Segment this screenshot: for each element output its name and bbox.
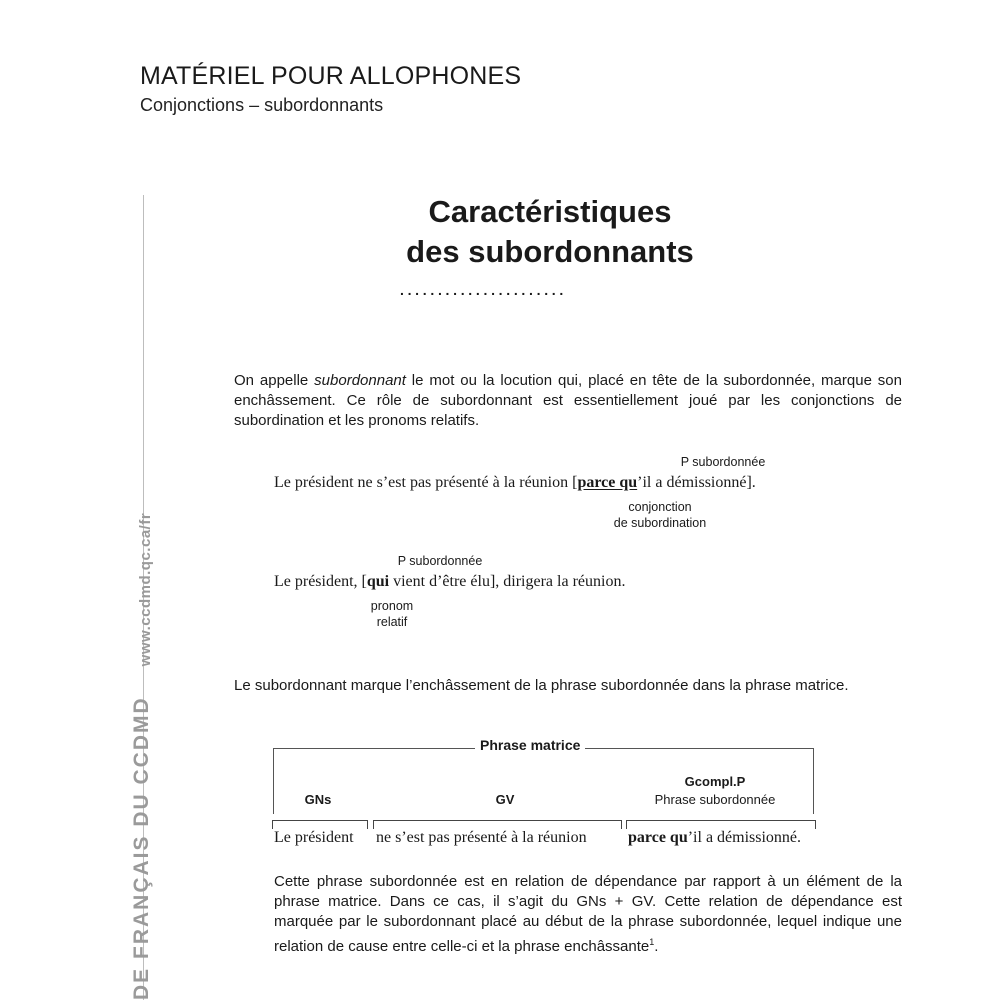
intro-text-start: On appelle	[234, 372, 315, 389]
diagram-seg-gcompl-keyword: parce qu	[628, 829, 688, 846]
example2-keyword: qui	[366, 573, 390, 590]
example2-label-bottom-line2: relatif	[376, 615, 408, 629]
diagram-seg-gns: Le président	[274, 829, 354, 846]
title-dotted-rule: ......................	[400, 282, 567, 298]
example1-keyword: parce qu	[577, 474, 638, 491]
example1-label-bottom	[595, 499, 725, 531]
example1-label-bottom-line2: de subordination	[613, 516, 707, 530]
diagram-seg-gcompl-rest: ’il a démissionné.	[687, 829, 802, 846]
page-title-line1: Caractéristiques	[428, 194, 672, 229]
example2-before: Le président, [	[274, 573, 367, 590]
paragraph-dependance	[274, 872, 902, 957]
paragraph-dependance-end: .	[654, 938, 659, 955]
intro-paragraph	[234, 371, 902, 431]
footnote-marker: 1	[649, 937, 655, 947]
example2-label-bottom-line1: pronom	[370, 599, 414, 613]
paragraph-enchassement: Le subordonnant marque l’enchâssement de la phrase subordonnée dans la phrase matrice.	[234, 677, 849, 694]
example1-label-bottom-line1: conjonction	[628, 500, 692, 514]
diagram-right-line	[813, 748, 814, 814]
example2-after: vient d’être élu], dirigera la réunion.	[389, 573, 626, 590]
diagram-bracket-gcompl	[626, 820, 816, 829]
intro-text-end: le mot ou la locution qui, placé en tête de la subordonnée, marque son enchâssement. Ce rôle de subordonnant est essentiellement joué par les conjonctions de subordination et les pronoms relatifs.	[234, 372, 902, 429]
diagram-seg-gcompl	[628, 829, 801, 847]
diagram-col-gcompl-title: Gcompl.P	[684, 774, 746, 789]
example1-label-top: P subordonnée	[680, 455, 766, 469]
example1-sentence	[274, 474, 756, 492]
diagram-bracket-gv	[373, 820, 622, 829]
diagram-bracket-gns	[272, 820, 368, 829]
sidebar-url: www.ccdmd.qc.ca/fr	[137, 512, 154, 667]
example2-sentence	[274, 573, 625, 591]
diagram-col-gv: GV	[495, 792, 515, 807]
header-title: MATÉRIEL POUR ALLOPHONES	[140, 62, 522, 90]
diagram-col-gcompl-sub: Phrase subordonnée	[654, 792, 776, 807]
example2-label-bottom	[352, 598, 432, 630]
diagram-col-gns: GNs	[304, 792, 332, 807]
diagram-left-line	[273, 748, 274, 814]
example1-before: Le président ne s’est pas présenté à la réunion [	[274, 474, 578, 491]
diagram-seg-gv: ne s’est pas présenté à la réunion	[376, 829, 587, 846]
page-title-line2: des subordonnants	[406, 234, 694, 269]
diagram-matrix-label: Phrase matrice	[475, 737, 585, 753]
example2-label-top: P subordonnée	[397, 554, 483, 568]
example1-after: ’il a démissionné].	[637, 474, 756, 491]
vertical-sidebar	[130, 487, 154, 1000]
paragraph-dependance-text: Cette phrase subordonnée est en relation de dépendance par rapport à un élément de la phrase matrice. Dans ce cas, il s’agit du GNs + GV. Cette relation de dépendance est marquée par le subordonnant placé au début de la phrase subordonnée, lequel indique une relation de cause entre celle-ci et la phrase enchâssante	[274, 873, 902, 955]
intro-term: subordonnant	[314, 372, 406, 389]
page-title	[0, 192, 1000, 272]
sidebar-brand-text: DE FRANÇAIS DU CCDMD	[130, 696, 153, 1000]
header-subtitle: Conjonctions – subordonnants	[140, 95, 384, 115]
